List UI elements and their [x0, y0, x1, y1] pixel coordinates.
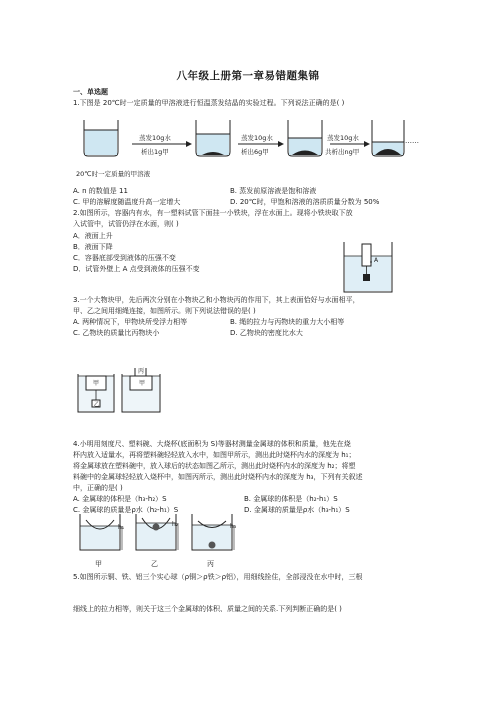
q1-step2-top: 蒸发10g水	[241, 134, 273, 142]
q3-stem-1: 3.一个大物块甲，先后两次分别在小物块乙和小物块丙的作用下，其上表面恰好与水面相平，	[73, 296, 360, 304]
q4-caption-jia: 甲	[95, 560, 102, 568]
q3-figure	[74, 368, 164, 416]
q2-fig-label-a: A	[374, 257, 379, 264]
q4-stem-3: 将金属球放在塑料碗中，放入球后的状态如图乙所示，测出此时烧杯内水的深度为 h₂；将塑	[73, 462, 356, 470]
beaker-2	[196, 120, 230, 156]
q4-option-d: D. 金属球的质量是ρ水（h₃-h₁）S	[244, 506, 350, 514]
beaker-4	[372, 120, 404, 156]
q3-option-b: B. 绳的拉力与丙物块的重力大小相等	[230, 318, 345, 326]
q1-option-a: A. n 的数值是 11	[73, 187, 128, 195]
q3-fig-jia-left: 甲	[93, 380, 100, 387]
beaker-3	[288, 120, 322, 156]
q1-step1-top: 蒸发10g水	[139, 134, 171, 142]
q2-option-b: B．液面下降	[73, 243, 113, 251]
q1-label-start: 20℃时一定质量的甲溶液	[76, 170, 151, 178]
q4-figure	[74, 512, 244, 554]
q4-label-h2: h₂	[172, 521, 179, 528]
q4-stem-2: 杯内放入适量水，再将塑料碗轻轻放入水中，如图甲所示，测出此时烧杯内水的深度为 h₁；	[73, 451, 356, 459]
q4-caption-yi: 乙	[151, 560, 158, 568]
q1-step1-bottom: 析出1g甲	[141, 148, 169, 156]
q5-stem-1: 5.如图所示铜、铁、铝三个实心球（ρ铜＞ρ铁＞ρ铝），用细线拴住，全部浸没在水中时，三根	[73, 573, 363, 581]
q2-option-c: C．容器底部受到液体的压强不变	[73, 254, 176, 262]
q3-fig-yi: 乙	[94, 402, 100, 408]
q5-stem-2: 细线上的拉力相等，则关于这三个金属球的体积、质量之间的关系.下列判断正确的是( )	[73, 605, 342, 613]
q2-option-a: A．液面上升	[73, 232, 113, 240]
q3-option-d: D. 乙物块的密度比水大	[230, 329, 303, 337]
q3-fig-bing: 丙	[138, 368, 145, 375]
q1-step2-bottom: 析出6g甲	[241, 148, 269, 156]
q2-stem-1: 2.如图所示，容器内有水，有一塑料试管下面挂一小铁块，浮在水面上。现将小铁块取下放	[73, 209, 353, 217]
q4-stem-1: 4.小明用刻度尺、塑料碗、大烧杯(底面积为 S)等器材测量金属球的体积和质量，他先在烧	[73, 440, 351, 448]
q1-stem: 1.下图是 20℃时一定质量的甲溶液进行恒温蒸发结晶的实验过程。下列说法正确的是( )	[73, 99, 345, 107]
q1-dots: ……	[405, 137, 419, 145]
q4-caption-bing: 丙	[207, 560, 214, 568]
q1-option-c: C. 甲的溶解度随温度升高一定增大	[73, 198, 181, 206]
q2-stem-2: 入试管中，试管仍浮在水面，则( )	[73, 220, 179, 228]
q2-figure	[340, 236, 400, 296]
q1-option-b: B. 蒸发前原溶液是饱和溶液	[230, 187, 317, 195]
q4-stem-5: 中，正确的是( )	[73, 484, 123, 492]
q4-option-c: C. 金属球的质量是ρ水（h₂-h₁）S	[73, 506, 179, 514]
section-heading: 一、单选题	[73, 88, 108, 96]
q3-fig-jia-right: 甲	[139, 380, 146, 387]
beaker-1	[84, 120, 118, 156]
q4-label-h1: h₁	[118, 524, 125, 531]
q4-stem-4: 料碗中的金属球轻轻放入烧杯中，如图丙所示，测出此时烧杯内水的深度为 h₃，下列有关叙述	[73, 473, 363, 481]
q3-option-c: C. 乙物块的质量比丙物块小	[73, 329, 160, 337]
q1-step3-bottom: 共析出ng甲	[325, 148, 360, 156]
q1-option-d: D. 20℃时，甲饱和溶液的溶质质量分数为 50%	[230, 198, 380, 206]
q1-step3-top: 蒸发10g水	[327, 134, 359, 142]
q2-option-d: D．试管外壁上 A 点受到液体的压强不变	[73, 265, 200, 273]
q4-option-b: B. 金属球的体积是（h₂-h₁）S	[244, 495, 338, 503]
q4-label-h3: h₃	[230, 523, 237, 530]
page-title: 八年级上册第一章易错题集锦	[176, 70, 320, 82]
q3-option-a: A. 两种情况下，甲物块所受浮力相等	[73, 318, 188, 326]
q4-option-a: A. 金属球的体积是（h₃-h₂）S	[73, 495, 167, 503]
q3-stem-2: 甲、乙之间用细绳连接，如图所示。则下列说法错误的是( )	[73, 307, 256, 315]
